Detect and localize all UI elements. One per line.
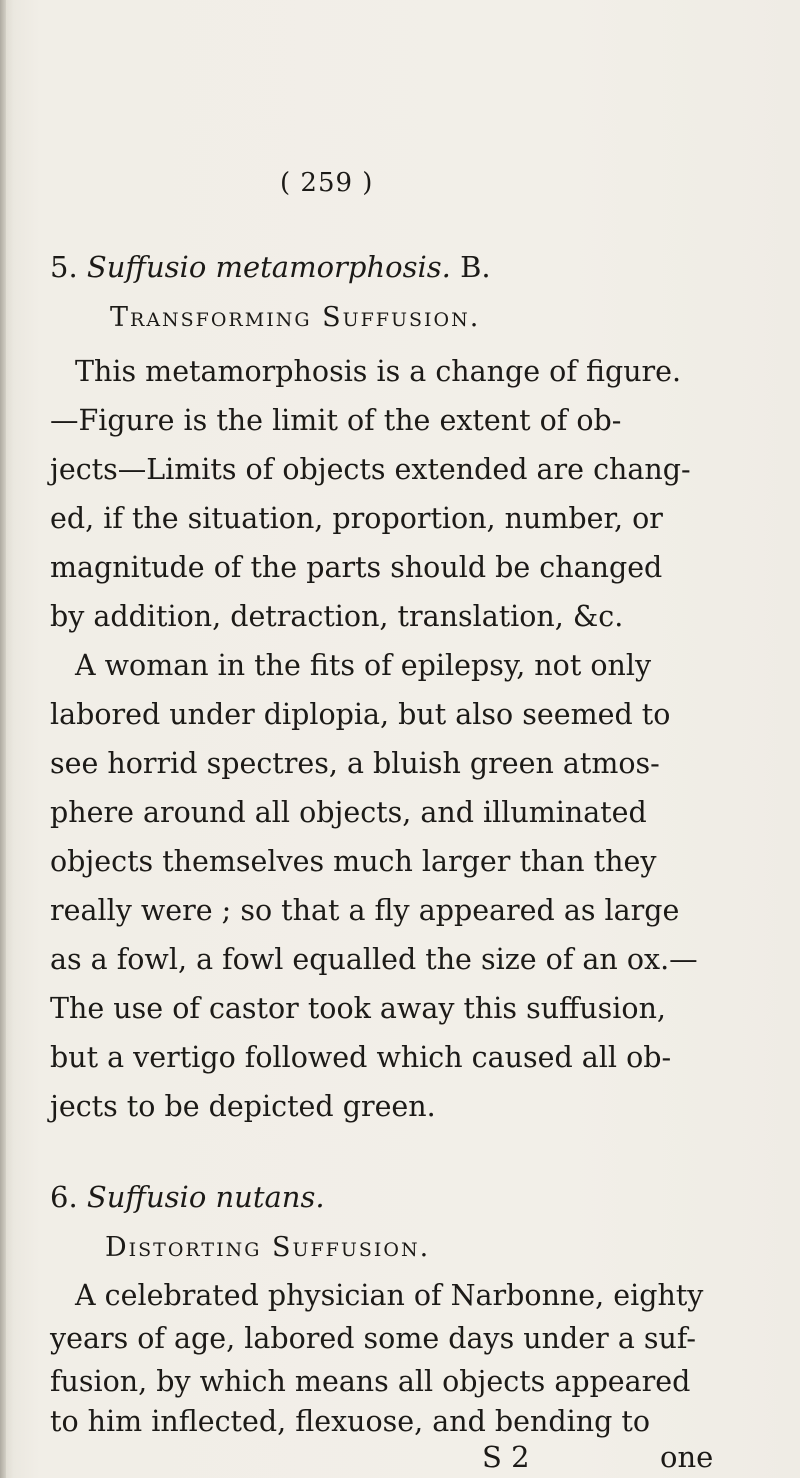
section-5-subtitle: Transforming Suffusion.	[110, 302, 481, 333]
section-5-line: see horrid spectres, a bluish green atmos-	[50, 747, 660, 780]
section-6-heading	[50, 1180, 325, 1214]
section-6-subtitle: Distorting Suffusion.	[105, 1232, 431, 1263]
section-6-line: to him inflected, flexuose, and bending to	[50, 1405, 651, 1438]
page-number: ( 259 )	[280, 168, 374, 198]
section-5-line: by addition, detraction, translation, &c.	[50, 600, 624, 633]
section-6-number: 6.	[50, 1180, 78, 1214]
section-6-line: years of age, labored some days under a suf-	[50, 1322, 697, 1355]
section-5-line: magnitude of the parts should be changed	[50, 551, 663, 584]
section-5-line: A woman in the fits of epilepsy, not only	[75, 649, 652, 682]
section-5-line: —Figure is the limit of the extent of ob-	[50, 404, 622, 437]
section-5-line: phere around all objects, and illuminated	[50, 796, 647, 829]
section-6-latin-title: Suffusio nutans.	[86, 1180, 325, 1214]
section-5-latin-title: Suffusio metamorphosis.	[86, 250, 451, 284]
section-5-line: This metamorphosis is a change of figure.	[75, 355, 682, 388]
section-5-line: labored under diplopia, but also seemed to	[50, 698, 671, 731]
section-5-line: really were ; so that a fly appeared as large	[50, 894, 680, 927]
signature-mark: S 2	[482, 1440, 530, 1474]
section-5-heading	[50, 250, 491, 284]
section-5-line: but a vertigo followed which caused all ob-	[50, 1041, 672, 1074]
section-6-line: A celebrated physician of Narbonne, eighty	[75, 1279, 704, 1312]
section-5-line: jects to be depicted green.	[50, 1090, 436, 1123]
section-5-line: objects themselves much larger than they	[50, 845, 657, 878]
section-5-line: ed, if the situation, proportion, number, or	[50, 502, 663, 535]
section-5-line: as a fowl, a fowl equalled the size of an ox.—	[50, 943, 698, 976]
section-5-number: 5.	[50, 250, 78, 284]
catchword: one	[660, 1440, 714, 1474]
section-5-author-tag: B.	[460, 250, 491, 284]
page-gutter	[0, 0, 6, 1478]
section-6-line: fusion, by which means all objects appeared	[50, 1365, 691, 1398]
section-5-line: The use of castor took away this suffusion,	[50, 992, 666, 1025]
section-5-line: jects—Limits of objects extended are chang-	[50, 453, 691, 486]
